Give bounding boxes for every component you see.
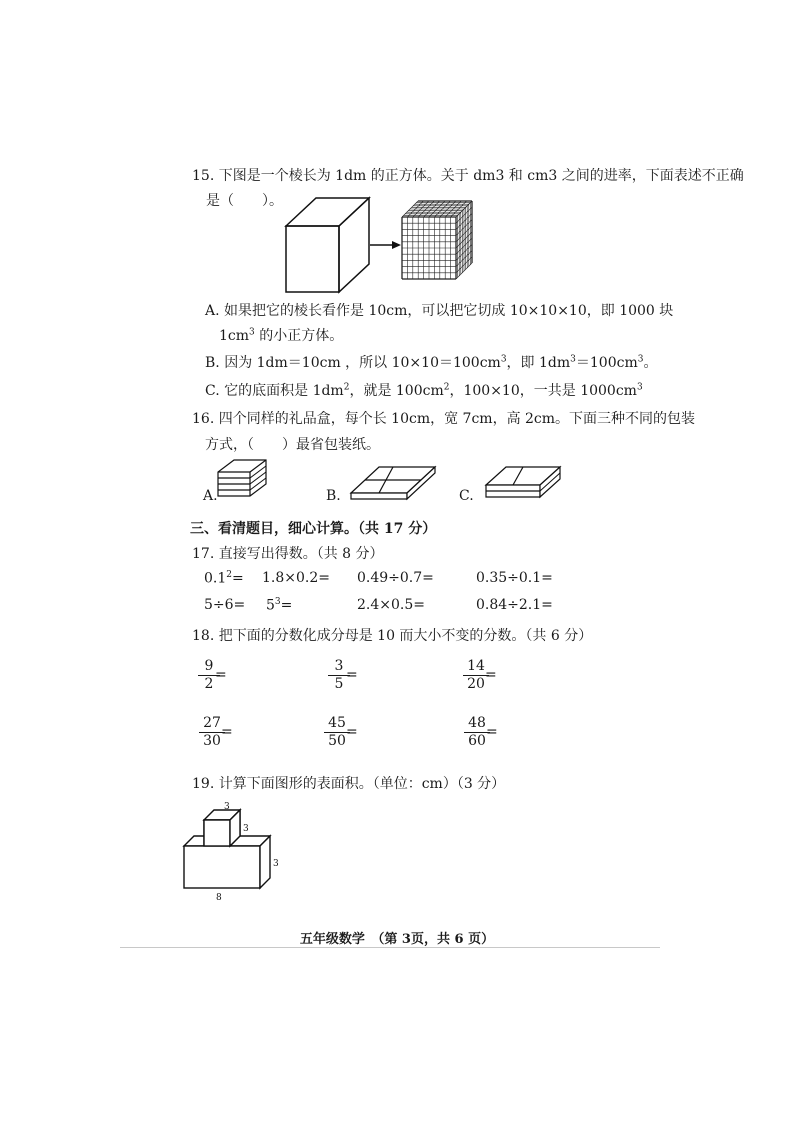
- q17-item-1: $0.1^2=$: [204, 570, 244, 587]
- box-stack-a: [212, 458, 272, 508]
- q16-line2: 方式，（ ）最省包装纸。: [205, 437, 380, 453]
- composite-solid-diagram: [180, 800, 290, 910]
- q16-label-b: B.: [326, 488, 341, 504]
- dim-label-top: 3: [224, 802, 230, 812]
- q17-item-5: 5÷6=: [204, 597, 246, 613]
- fraction-5-equals: =: [346, 724, 358, 740]
- fraction-4-equals: =: [221, 724, 233, 740]
- dim-label-base-length: 8: [216, 893, 222, 903]
- fraction-4: 27 30: [199, 715, 225, 750]
- q17-item-6: $5^3=$: [266, 597, 293, 614]
- q15-option-c: C. 它的底面积是 $1dm^2$，就是 $100cm^2$，100×10，一共是 $1000cm^3$: [205, 382, 643, 399]
- q15-line1: 15. 下图是一个棱长为 1dm 的正方体。关于 dm3 和 cm3 之间的进率，下面表述不正确: [192, 168, 744, 184]
- fraction-2: 3 5: [328, 658, 350, 693]
- fraction-2-equals: =: [346, 667, 358, 683]
- q15-option-a-line2: $1cm^3$ 的小正方体。: [219, 327, 344, 344]
- fraction-6-equals: =: [486, 724, 498, 740]
- q16-label-a: A.: [203, 488, 218, 504]
- fraction-3-equals: =: [485, 667, 497, 683]
- dim-label-base-height: 3: [273, 859, 279, 869]
- q19-title: 19. 计算下面图形的表面积。（单位：cm）（3 分）: [192, 776, 506, 792]
- fraction-1: 9 2: [198, 658, 220, 693]
- dim-label-cube-side: 3: [243, 824, 249, 834]
- section-3-heading: 三、看清题目，细心计算。（共 17 分）: [190, 521, 437, 537]
- q17-item-3: 0.49÷0.7=: [357, 570, 434, 586]
- q15-option-a-line1: A. 如果把它的棱长看作是 10cm，可以把它切成 10×10×10，即 1000 块: [205, 303, 674, 319]
- box-flat-b: [345, 463, 440, 503]
- q16-line1: 16. 四个同样的礼品盒，每个长 10cm，宽 7cm，高 2cm。下面三种不同的包装: [192, 411, 696, 427]
- page-footer: 五年级数学 （第 3页，共 6 页）: [299, 932, 495, 947]
- q18-title: 18. 把下面的分数化成分母是 10 而大小不变的分数。（共 6 分）: [192, 628, 593, 644]
- q17-title: 17. 直接写出得数。（共 8 分）: [192, 546, 384, 562]
- q17-item-7: 2.4×0.5=: [357, 597, 425, 613]
- q17-item-8: 0.84÷2.1=: [476, 597, 553, 613]
- q17-item-4: 0.35÷0.1=: [476, 570, 553, 586]
- q15-option-b: B. 因为 1dm＝10cm ，所以 $10\times 10=100cm^3$，即 $1dm^3=100cm^3$。: [205, 354, 658, 371]
- box-layered-c: [480, 463, 565, 503]
- fraction-6: 48 60: [464, 715, 490, 750]
- q15-line2: 是（ ）。: [206, 193, 283, 209]
- fraction-3: 14 20: [463, 658, 489, 693]
- q16-label-c: C.: [459, 488, 474, 504]
- footer-divider: [120, 947, 660, 948]
- fraction-1-equals: =: [215, 667, 227, 683]
- q17-item-2: 1.8×0.2=: [262, 570, 330, 586]
- subdivided-cube: [400, 195, 480, 295]
- fraction-5: 45 50: [324, 715, 350, 750]
